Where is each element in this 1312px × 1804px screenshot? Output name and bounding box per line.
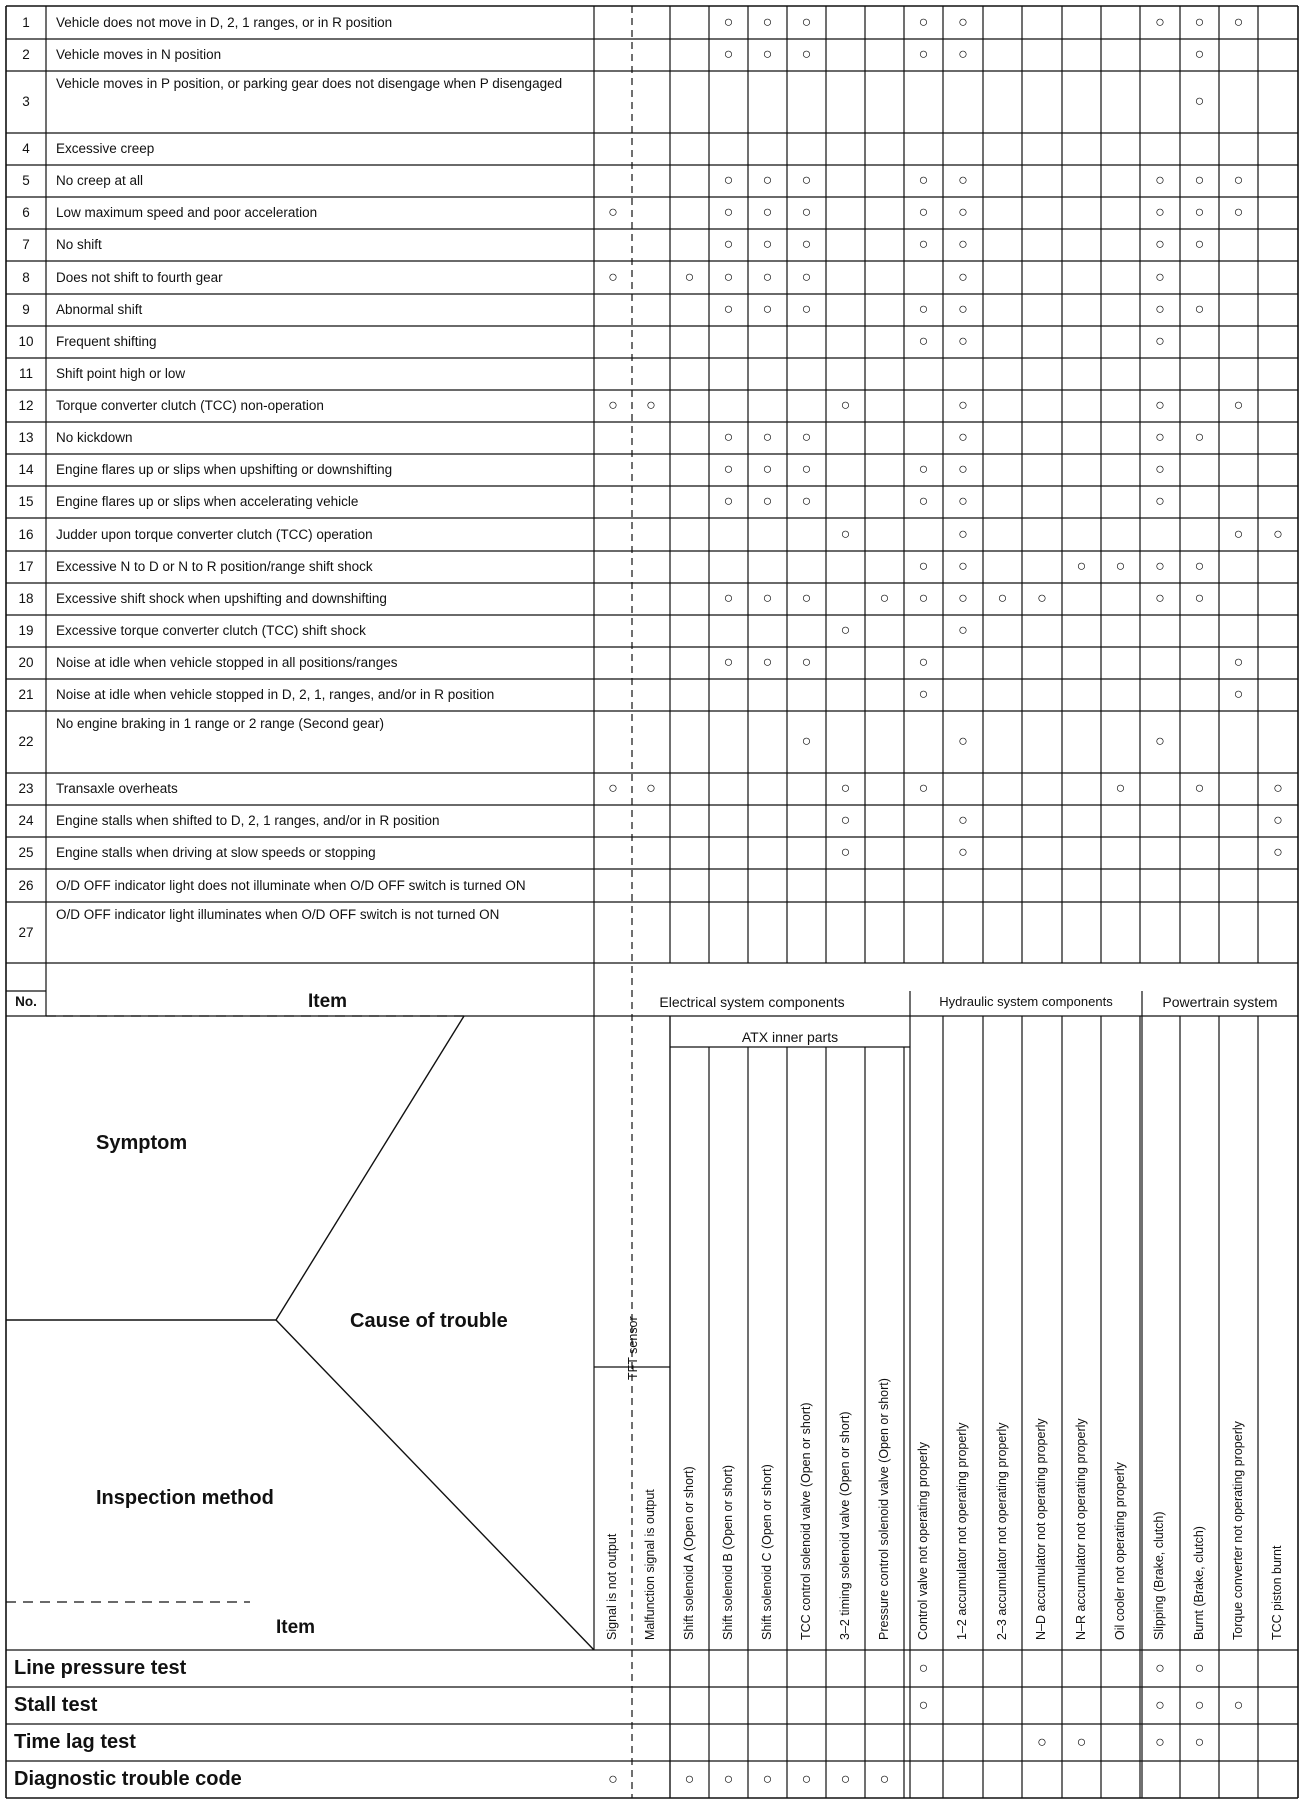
symptom-mark: ○ bbox=[840, 844, 851, 861]
symptom-mark: ○ bbox=[958, 268, 968, 286]
symptom-mark: ○ bbox=[1155, 493, 1165, 510]
symptom-number: 27 bbox=[18, 924, 34, 940]
symptom-mark: ○ bbox=[918, 46, 929, 63]
symptom-mark: ○ bbox=[646, 397, 656, 414]
cause-column-header: Control valve not operating properly bbox=[915, 1441, 930, 1640]
symptom-mark: ○ bbox=[801, 733, 812, 750]
symptom-mark: ○ bbox=[958, 397, 968, 414]
symptom-mark: ○ bbox=[1115, 558, 1126, 575]
symptom-mark: ○ bbox=[918, 204, 929, 221]
symptom-mark: ○ bbox=[958, 236, 968, 253]
diagonal-upper bbox=[276, 1016, 464, 1320]
cause-column-header: Malfunction signal is output bbox=[643, 1489, 657, 1640]
symptom-number: 11 bbox=[18, 366, 33, 381]
symptom-mark: ○ bbox=[1155, 397, 1165, 414]
symptom-mark: ○ bbox=[762, 236, 773, 253]
symptom-mark: ○ bbox=[608, 397, 618, 414]
symptom-mark: ○ bbox=[1194, 301, 1205, 318]
symptom-mark: ○ bbox=[1155, 236, 1165, 253]
symptom-mark: ○ bbox=[1233, 172, 1244, 189]
symptom-mark: ○ bbox=[958, 461, 968, 478]
symptom-mark: ○ bbox=[958, 204, 968, 221]
inspection-mark: ○ bbox=[1194, 1696, 1205, 1714]
symptom-mark: ○ bbox=[1155, 733, 1165, 750]
symptom-mark: ○ bbox=[918, 301, 929, 318]
symptom-mark: ○ bbox=[958, 558, 968, 575]
symptom-mark: ○ bbox=[918, 236, 929, 253]
symptom-text: O/D OFF indicator light does not illuminate when O/D OFF switch is turned ON bbox=[56, 877, 526, 893]
symptom-text: Transaxle overheats bbox=[56, 781, 178, 796]
symptom-mark: ○ bbox=[1155, 204, 1165, 221]
symptom-mark: ○ bbox=[801, 429, 812, 446]
symptom-mark: ○ bbox=[918, 686, 929, 703]
symptom-mark: ○ bbox=[1233, 13, 1244, 31]
inspection-mark: ○ bbox=[1155, 1659, 1165, 1677]
symptom-number: 2 bbox=[22, 47, 30, 62]
symptom-mark: ○ bbox=[801, 236, 812, 253]
inspection-mark: ○ bbox=[1037, 1733, 1047, 1751]
symptom-mark: ○ bbox=[801, 654, 812, 671]
symptom-mark: ○ bbox=[762, 461, 773, 478]
symptom-mark: ○ bbox=[879, 590, 890, 607]
symptom-mark: ○ bbox=[801, 13, 812, 31]
symptom-mark: ○ bbox=[1233, 686, 1244, 703]
symptom-mark: ○ bbox=[723, 236, 734, 253]
symptom-number: 24 bbox=[18, 813, 34, 828]
symptom-mark: ○ bbox=[1155, 13, 1165, 31]
symptom-text: Engine stalls when shifted to D, 2, 1 ranges, and/or in R position bbox=[56, 813, 440, 828]
cause-column-header: Torque converter not operating properly bbox=[1230, 1421, 1245, 1640]
symptom-mark: ○ bbox=[1194, 429, 1205, 446]
symptom-mark: ○ bbox=[1155, 172, 1165, 189]
cause-column-header: TCC control solenoid valve (Open or short) bbox=[798, 1402, 813, 1640]
symptom-mark: ○ bbox=[762, 268, 773, 286]
symptom-mark: ○ bbox=[918, 558, 929, 575]
symptom-number: 25 bbox=[18, 845, 34, 860]
inspection-mark: ○ bbox=[918, 1659, 929, 1677]
cause-column-header: Shift solenoid B (Open or short) bbox=[720, 1464, 735, 1640]
symptom-mark: ○ bbox=[1155, 268, 1165, 286]
inspection-row-label: Time lag test bbox=[14, 1730, 136, 1753]
symptom-mark: ○ bbox=[723, 429, 734, 446]
symptom-mark: ○ bbox=[1155, 461, 1165, 478]
symptom-text: Shift point high or low bbox=[56, 366, 186, 381]
cause-column-header: Shift solenoid C (Open or short) bbox=[759, 1464, 774, 1640]
cause-column-header: N–R accumulator not operating properly bbox=[1073, 1418, 1088, 1640]
symptom-text: Frequent shifting bbox=[56, 334, 157, 349]
inspection-mark: ○ bbox=[1155, 1733, 1165, 1751]
cause-column-header: Signal is not output bbox=[605, 1533, 619, 1640]
symptom-mark: ○ bbox=[1194, 558, 1205, 575]
symptom-number: 15 bbox=[18, 494, 34, 509]
symptom-mark: ○ bbox=[958, 429, 968, 446]
symptom-number: 20 bbox=[18, 655, 34, 670]
symptom-mark: ○ bbox=[723, 172, 734, 189]
symptom-mark: ○ bbox=[1194, 204, 1205, 221]
group-electrical: Electrical system components bbox=[659, 994, 845, 1010]
inspection-row-label: Line pressure test bbox=[14, 1656, 187, 1679]
symptom-mark: ○ bbox=[840, 622, 851, 639]
symptom-text: No kickdown bbox=[56, 430, 133, 445]
inspection-mark: ○ bbox=[879, 1770, 890, 1788]
symptom-mark: ○ bbox=[1233, 525, 1244, 543]
symptom-mark: ○ bbox=[723, 301, 734, 318]
symptom-number: 19 bbox=[18, 623, 34, 638]
symptom-mark: ○ bbox=[840, 525, 851, 543]
group-hydraulic: Hydraulic system components bbox=[939, 994, 1113, 1009]
inspection-mark: ○ bbox=[1194, 1659, 1205, 1677]
inspection-mark: ○ bbox=[762, 1770, 773, 1788]
symptom-mark: ○ bbox=[1155, 429, 1165, 446]
symptom-mark: ○ bbox=[1076, 558, 1087, 575]
group-powertrain: Powertrain system bbox=[1162, 994, 1278, 1010]
symptom-number: 5 bbox=[22, 173, 30, 188]
symptom-mark: ○ bbox=[762, 13, 773, 31]
symptom-mark: ○ bbox=[801, 590, 812, 607]
symptom-number: 9 bbox=[22, 302, 30, 317]
symptom-text: Excessive shift shock when upshifting and downshifting bbox=[56, 591, 387, 606]
symptom-mark: ○ bbox=[918, 13, 929, 31]
inspection-mark: ○ bbox=[684, 1770, 695, 1788]
cause-column-header: TCC piston burnt bbox=[1270, 1545, 1284, 1640]
symptom-mark: ○ bbox=[1115, 780, 1126, 797]
symptom-mark: ○ bbox=[1155, 558, 1165, 575]
symptom-mark: ○ bbox=[762, 429, 773, 446]
symptom-mark: ○ bbox=[918, 493, 929, 510]
header-item-top: Item bbox=[308, 991, 348, 1012]
symptom-text: Excessive creep bbox=[56, 141, 155, 156]
symptom-mark: ○ bbox=[608, 204, 618, 221]
symptom-mark: ○ bbox=[762, 654, 773, 671]
symptom-mark: ○ bbox=[608, 268, 618, 286]
symptom-text: No shift bbox=[56, 237, 102, 252]
symptom-text: O/D OFF indicator light illuminates when O/D OFF switch is not turned ON bbox=[56, 907, 500, 922]
symptom-mark: ○ bbox=[840, 812, 851, 829]
symptom-number: 10 bbox=[18, 334, 34, 349]
cause-column-header: 2–3 accumulator not operating properly bbox=[994, 1422, 1009, 1640]
header-no: No. bbox=[15, 994, 37, 1009]
inspection-mark: ○ bbox=[1076, 1733, 1087, 1751]
symptom-mark: ○ bbox=[1233, 654, 1244, 671]
symptom-mark: ○ bbox=[958, 622, 968, 639]
symptom-mark: ○ bbox=[1273, 844, 1283, 861]
symptom-mark: ○ bbox=[958, 844, 968, 861]
symptom-mark: ○ bbox=[1233, 204, 1244, 221]
symptom-mark: ○ bbox=[997, 590, 1008, 607]
symptom-number: 22 bbox=[18, 734, 34, 749]
inspection-mark: ○ bbox=[1155, 1696, 1165, 1714]
symptom-text: Vehicle moves in N position bbox=[56, 47, 222, 62]
symptom-mark: ○ bbox=[801, 301, 812, 318]
symptom-mark: ○ bbox=[1155, 301, 1165, 318]
symptom-mark: ○ bbox=[1194, 13, 1205, 31]
symptom-mark: ○ bbox=[762, 493, 773, 510]
inspection-mark: ○ bbox=[801, 1770, 812, 1788]
symptom-number: 23 bbox=[18, 781, 34, 796]
symptom-text: Excessive torque converter clutch (TCC) shift shock bbox=[56, 623, 366, 638]
symptom-number: 17 bbox=[18, 559, 34, 574]
symptom-mark: ○ bbox=[918, 590, 929, 607]
symptom-mark: ○ bbox=[958, 301, 968, 318]
symptom-mark: ○ bbox=[723, 654, 734, 671]
symptom-text: Judder upon torque converter clutch (TCC) operation bbox=[56, 526, 373, 542]
inspection-mark: ○ bbox=[1194, 1733, 1205, 1751]
symptom-mark: ○ bbox=[762, 172, 773, 189]
symptom-mark: ○ bbox=[958, 733, 968, 750]
symptom-mark: ○ bbox=[918, 461, 929, 478]
symptom-text: Noise at idle when vehicle stopped in all positions/ranges bbox=[56, 655, 398, 670]
symptom-mark: ○ bbox=[1155, 590, 1165, 607]
inspection-row-label: Stall test bbox=[14, 1693, 98, 1716]
cause-column-header: 1–2 accumulator not operating properly bbox=[955, 1422, 969, 1640]
symptom-mark: ○ bbox=[801, 46, 812, 63]
symptom-number: 14 bbox=[18, 462, 34, 477]
symptom-mark: ○ bbox=[684, 268, 695, 286]
symptom-mark: ○ bbox=[840, 780, 851, 797]
symptom-mark: ○ bbox=[608, 780, 618, 797]
symptom-mark: ○ bbox=[958, 493, 968, 510]
symptom-mark: ○ bbox=[1273, 780, 1283, 797]
symptom-mark: ○ bbox=[723, 461, 734, 478]
header-symptom: Symptom bbox=[96, 1132, 188, 1154]
cause-column-header: 3–2 timing solenoid valve (Open or short) bbox=[837, 1411, 852, 1640]
symptom-mark: ○ bbox=[958, 590, 968, 607]
symptom-number: 8 bbox=[22, 269, 30, 285]
symptom-number: 4 bbox=[22, 141, 30, 156]
symptom-text: Low maximum speed and poor acceleration bbox=[56, 205, 318, 220]
symptom-mark: ○ bbox=[958, 812, 968, 829]
symptom-mark: ○ bbox=[1273, 525, 1283, 543]
symptom-mark: ○ bbox=[1194, 172, 1205, 189]
symptom-number: 7 bbox=[22, 237, 30, 252]
symptom-number: 1 bbox=[22, 14, 30, 30]
cause-column-header: Slipping (Brake, clutch) bbox=[1152, 1511, 1166, 1640]
symptom-text: Engine flares up or slips when accelerating vehicle bbox=[56, 494, 359, 509]
symptom-mark: ○ bbox=[840, 397, 851, 414]
symptom-mark: ○ bbox=[1037, 590, 1047, 607]
symptom-mark: ○ bbox=[723, 46, 734, 63]
symptom-mark: ○ bbox=[762, 301, 773, 318]
inspection-mark: ○ bbox=[723, 1770, 734, 1788]
symptom-number: 6 bbox=[22, 205, 30, 220]
cause-column-header: N–D accumulator not operating properly bbox=[1034, 1418, 1048, 1640]
symptom-mark: ○ bbox=[1194, 236, 1205, 253]
symptom-mark: ○ bbox=[801, 493, 812, 510]
symptom-text: No engine braking in 1 range or 2 range (Second gear) bbox=[56, 716, 384, 731]
symptom-number: 12 bbox=[18, 398, 34, 413]
diagonal-lower bbox=[276, 1320, 594, 1650]
symptom-mark: ○ bbox=[1194, 590, 1205, 607]
symptom-mark: ○ bbox=[918, 654, 929, 671]
symptom-number: 21 bbox=[18, 687, 34, 702]
symptom-mark: ○ bbox=[723, 268, 734, 286]
symptom-mark: ○ bbox=[723, 493, 734, 510]
symptom-mark: ○ bbox=[801, 204, 812, 221]
symptom-number: 18 bbox=[18, 591, 34, 606]
cause-column-header: Burnt (Brake, clutch) bbox=[1191, 1526, 1206, 1640]
symptom-mark: ○ bbox=[958, 46, 968, 63]
symptom-text: Does not shift to fourth gear bbox=[56, 269, 223, 285]
symptom-mark: ○ bbox=[723, 590, 734, 607]
symptom-mark: ○ bbox=[958, 172, 968, 189]
symptom-text: Vehicle moves in P position, or parking gear does not disengage when P disengaged bbox=[56, 76, 563, 91]
symptom-mark: ○ bbox=[762, 590, 773, 607]
symptom-text: Torque converter clutch (TCC) non-operation bbox=[56, 398, 324, 413]
symptom-mark: ○ bbox=[762, 46, 773, 63]
cause-column-header: Shift solenoid A (Open or short) bbox=[681, 1466, 696, 1640]
symptom-mark: ○ bbox=[723, 204, 734, 221]
symptom-text: Excessive N to D or N to R position/range shift shock bbox=[56, 559, 373, 574]
symptom-mark: ○ bbox=[958, 525, 968, 543]
symptom-mark: ○ bbox=[1273, 812, 1283, 829]
header-cause: Cause of trouble bbox=[350, 1310, 508, 1332]
symptom-mark: ○ bbox=[646, 780, 656, 797]
header-item-bottom: Item bbox=[276, 1617, 316, 1638]
symptom-text: Noise at idle when vehicle stopped in D, 2, 1, ranges, and/or in R position bbox=[56, 687, 495, 702]
symptom-number: 3 bbox=[22, 94, 30, 109]
symptom-text: No creep at all bbox=[56, 173, 144, 188]
symptom-mark: ○ bbox=[801, 461, 812, 478]
symptom-text: Engine flares up or slips when upshifting or downshifting bbox=[56, 462, 393, 477]
symptom-mark: ○ bbox=[918, 172, 929, 189]
symptom-mark: ○ bbox=[958, 13, 968, 31]
cause-column-header: Pressure control solenoid valve (Open or short) bbox=[876, 1378, 891, 1640]
symptom-mark: ○ bbox=[762, 204, 773, 221]
symptom-mark: ○ bbox=[1233, 397, 1244, 414]
symptom-mark: ○ bbox=[918, 780, 929, 797]
symptom-mark: ○ bbox=[801, 268, 812, 286]
symptom-text: Vehicle does not move in D, 2, 1 ranges, or in R position bbox=[56, 14, 393, 30]
inspection-mark: ○ bbox=[1233, 1696, 1244, 1714]
inspection-mark: ○ bbox=[918, 1696, 929, 1714]
symptom-mark: ○ bbox=[723, 13, 734, 31]
subgroup-atx: ATX inner parts bbox=[741, 1029, 839, 1045]
cause-column-header: Oil cooler not operating properly bbox=[1112, 1462, 1127, 1640]
symptom-mark: ○ bbox=[1194, 46, 1205, 63]
symptom-mark: ○ bbox=[918, 333, 929, 350]
symptom-number: 16 bbox=[18, 526, 34, 542]
symptom-text: Abnormal shift bbox=[56, 302, 143, 317]
inspection-mark: ○ bbox=[840, 1770, 851, 1788]
inspection-mark: ○ bbox=[608, 1770, 618, 1788]
symptom-mark: ○ bbox=[801, 172, 812, 189]
inspection-row-label: Diagnostic trouble code bbox=[14, 1767, 242, 1790]
symptom-mark: ○ bbox=[1194, 93, 1205, 110]
header-inspection-method: Inspection method bbox=[96, 1487, 274, 1509]
symptom-mark: ○ bbox=[958, 333, 968, 350]
symptom-text: Engine stalls when driving at slow speeds or stopping bbox=[56, 845, 376, 860]
symptom-mark: ○ bbox=[1194, 780, 1205, 797]
symptom-mark: ○ bbox=[1155, 333, 1165, 350]
symptom-number: 13 bbox=[18, 430, 34, 445]
subgroup-tft: TFT sensor bbox=[626, 1316, 640, 1380]
symptom-number: 26 bbox=[18, 877, 34, 893]
